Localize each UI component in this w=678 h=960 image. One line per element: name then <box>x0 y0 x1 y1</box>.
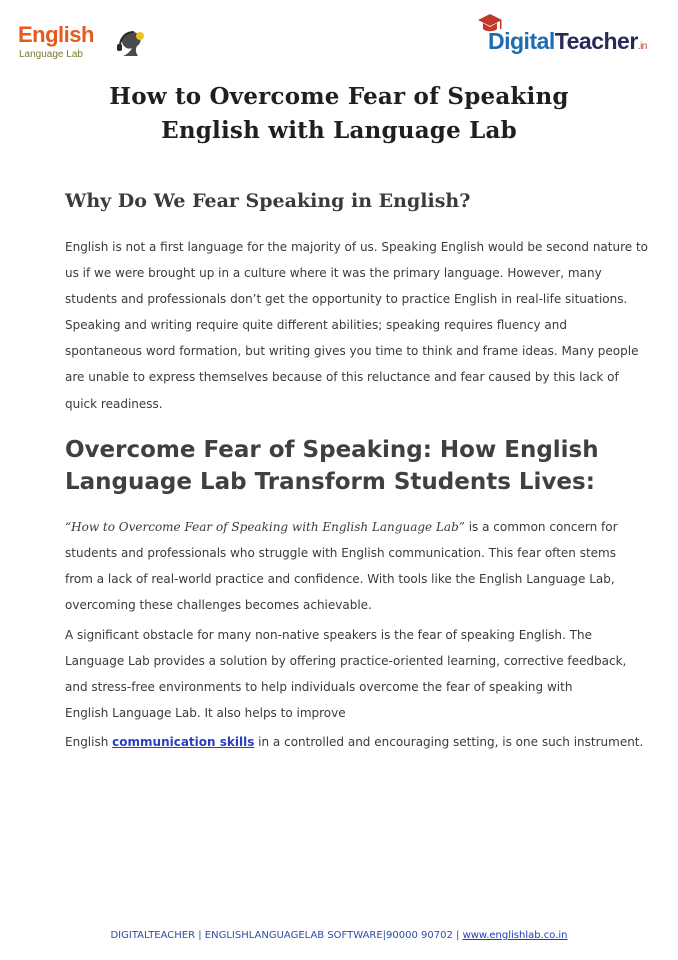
paragraph-line: from a lack of real-world practice and confidence. With tools like the English Language Lab, <box>65 572 615 587</box>
text-before-link: English <box>65 735 113 749</box>
brand-tld: .in <box>637 41 647 52</box>
section2-paragraph-2 <box>65 622 635 726</box>
paragraph-line: spontaneous word formation, but writing gives you time to think and frame ideas. Many people <box>65 344 639 359</box>
page-footer <box>0 930 678 941</box>
section2-heading <box>65 434 599 498</box>
paragraph-line <box>65 514 635 540</box>
paragraph-line: English is not a first language for the majority of us. Speaking English would be second nature to <box>65 240 648 254</box>
quote-continuation: is a common concern for <box>464 520 618 534</box>
section2-paragraph-1 <box>65 514 635 618</box>
logo-word: English <box>18 22 94 47</box>
paragraph-line <box>65 729 644 755</box>
logo-subtitle: Language Lab <box>19 49 83 60</box>
brand-digital: Digital <box>488 28 555 54</box>
paragraph-line: quick readiness. <box>65 396 163 411</box>
title-line-1: How to Overcome Fear of Speaking <box>109 83 569 110</box>
paragraph-line: us if we were brought up in a culture where it was the primary language. However, many <box>65 266 602 281</box>
heading-line-2: Language Lab Transform Students Lives: <box>65 469 595 495</box>
section1-paragraph <box>65 234 648 417</box>
digital-teacher-logo <box>476 12 666 56</box>
paragraph-line: are unable to express themselves because of this reluctance and fear caused by this lack of <box>65 370 619 385</box>
section1-heading: Why Do We Fear Speaking in English? <box>65 190 471 212</box>
paragraph-line: Speaking and writing require quite different abilities; speaking requires fluency and <box>65 318 567 333</box>
footer-text: DIGITALTEACHER | ENGLISHLANGUAGELAB SOFTWARE|90000 90702 | <box>110 930 463 941</box>
paragraph-line: Language Lab provides a solution by offering practice-oriented learning, corrective feedback, <box>65 654 627 669</box>
headset-person-icon <box>116 28 152 58</box>
english-language-lab-logo <box>18 22 148 64</box>
text-after-link: in a controlled and encouraging setting, is one such instrument. <box>254 735 644 749</box>
logo-brand <box>488 28 647 55</box>
heading-line-1: Overcome Fear of Speaking: How English <box>65 437 599 463</box>
brand-teacher: Teacher <box>554 28 638 54</box>
paragraph-line: and stress-free environments to help individuals overcome the fear of speaking with <box>65 680 573 695</box>
communication-skills-link[interactable]: communication skills <box>112 735 255 749</box>
footer-website-link[interactable]: www.englishlab.co.in <box>462 930 568 941</box>
title-line-2: English with Language Lab <box>161 117 517 144</box>
paragraph-line: overcoming these challenges becomes achievable. <box>65 598 372 613</box>
paragraph-line: students and professionals who struggle with English communication. This fear often stems <box>65 546 616 561</box>
italic-quote: “How to Overcome Fear of Speaking with English Language Lab” <box>65 520 465 534</box>
section2-paragraph-3 <box>65 729 644 755</box>
paragraph-line: A significant obstacle for many non-native speakers is the fear of speaking English. The <box>65 628 592 642</box>
document-title <box>0 80 678 148</box>
paragraph-line: students and professionals don’t get the opportunity to practice English in real-life situations. <box>65 292 628 307</box>
paragraph-line: English Language Lab. It also helps to improve <box>65 706 346 721</box>
